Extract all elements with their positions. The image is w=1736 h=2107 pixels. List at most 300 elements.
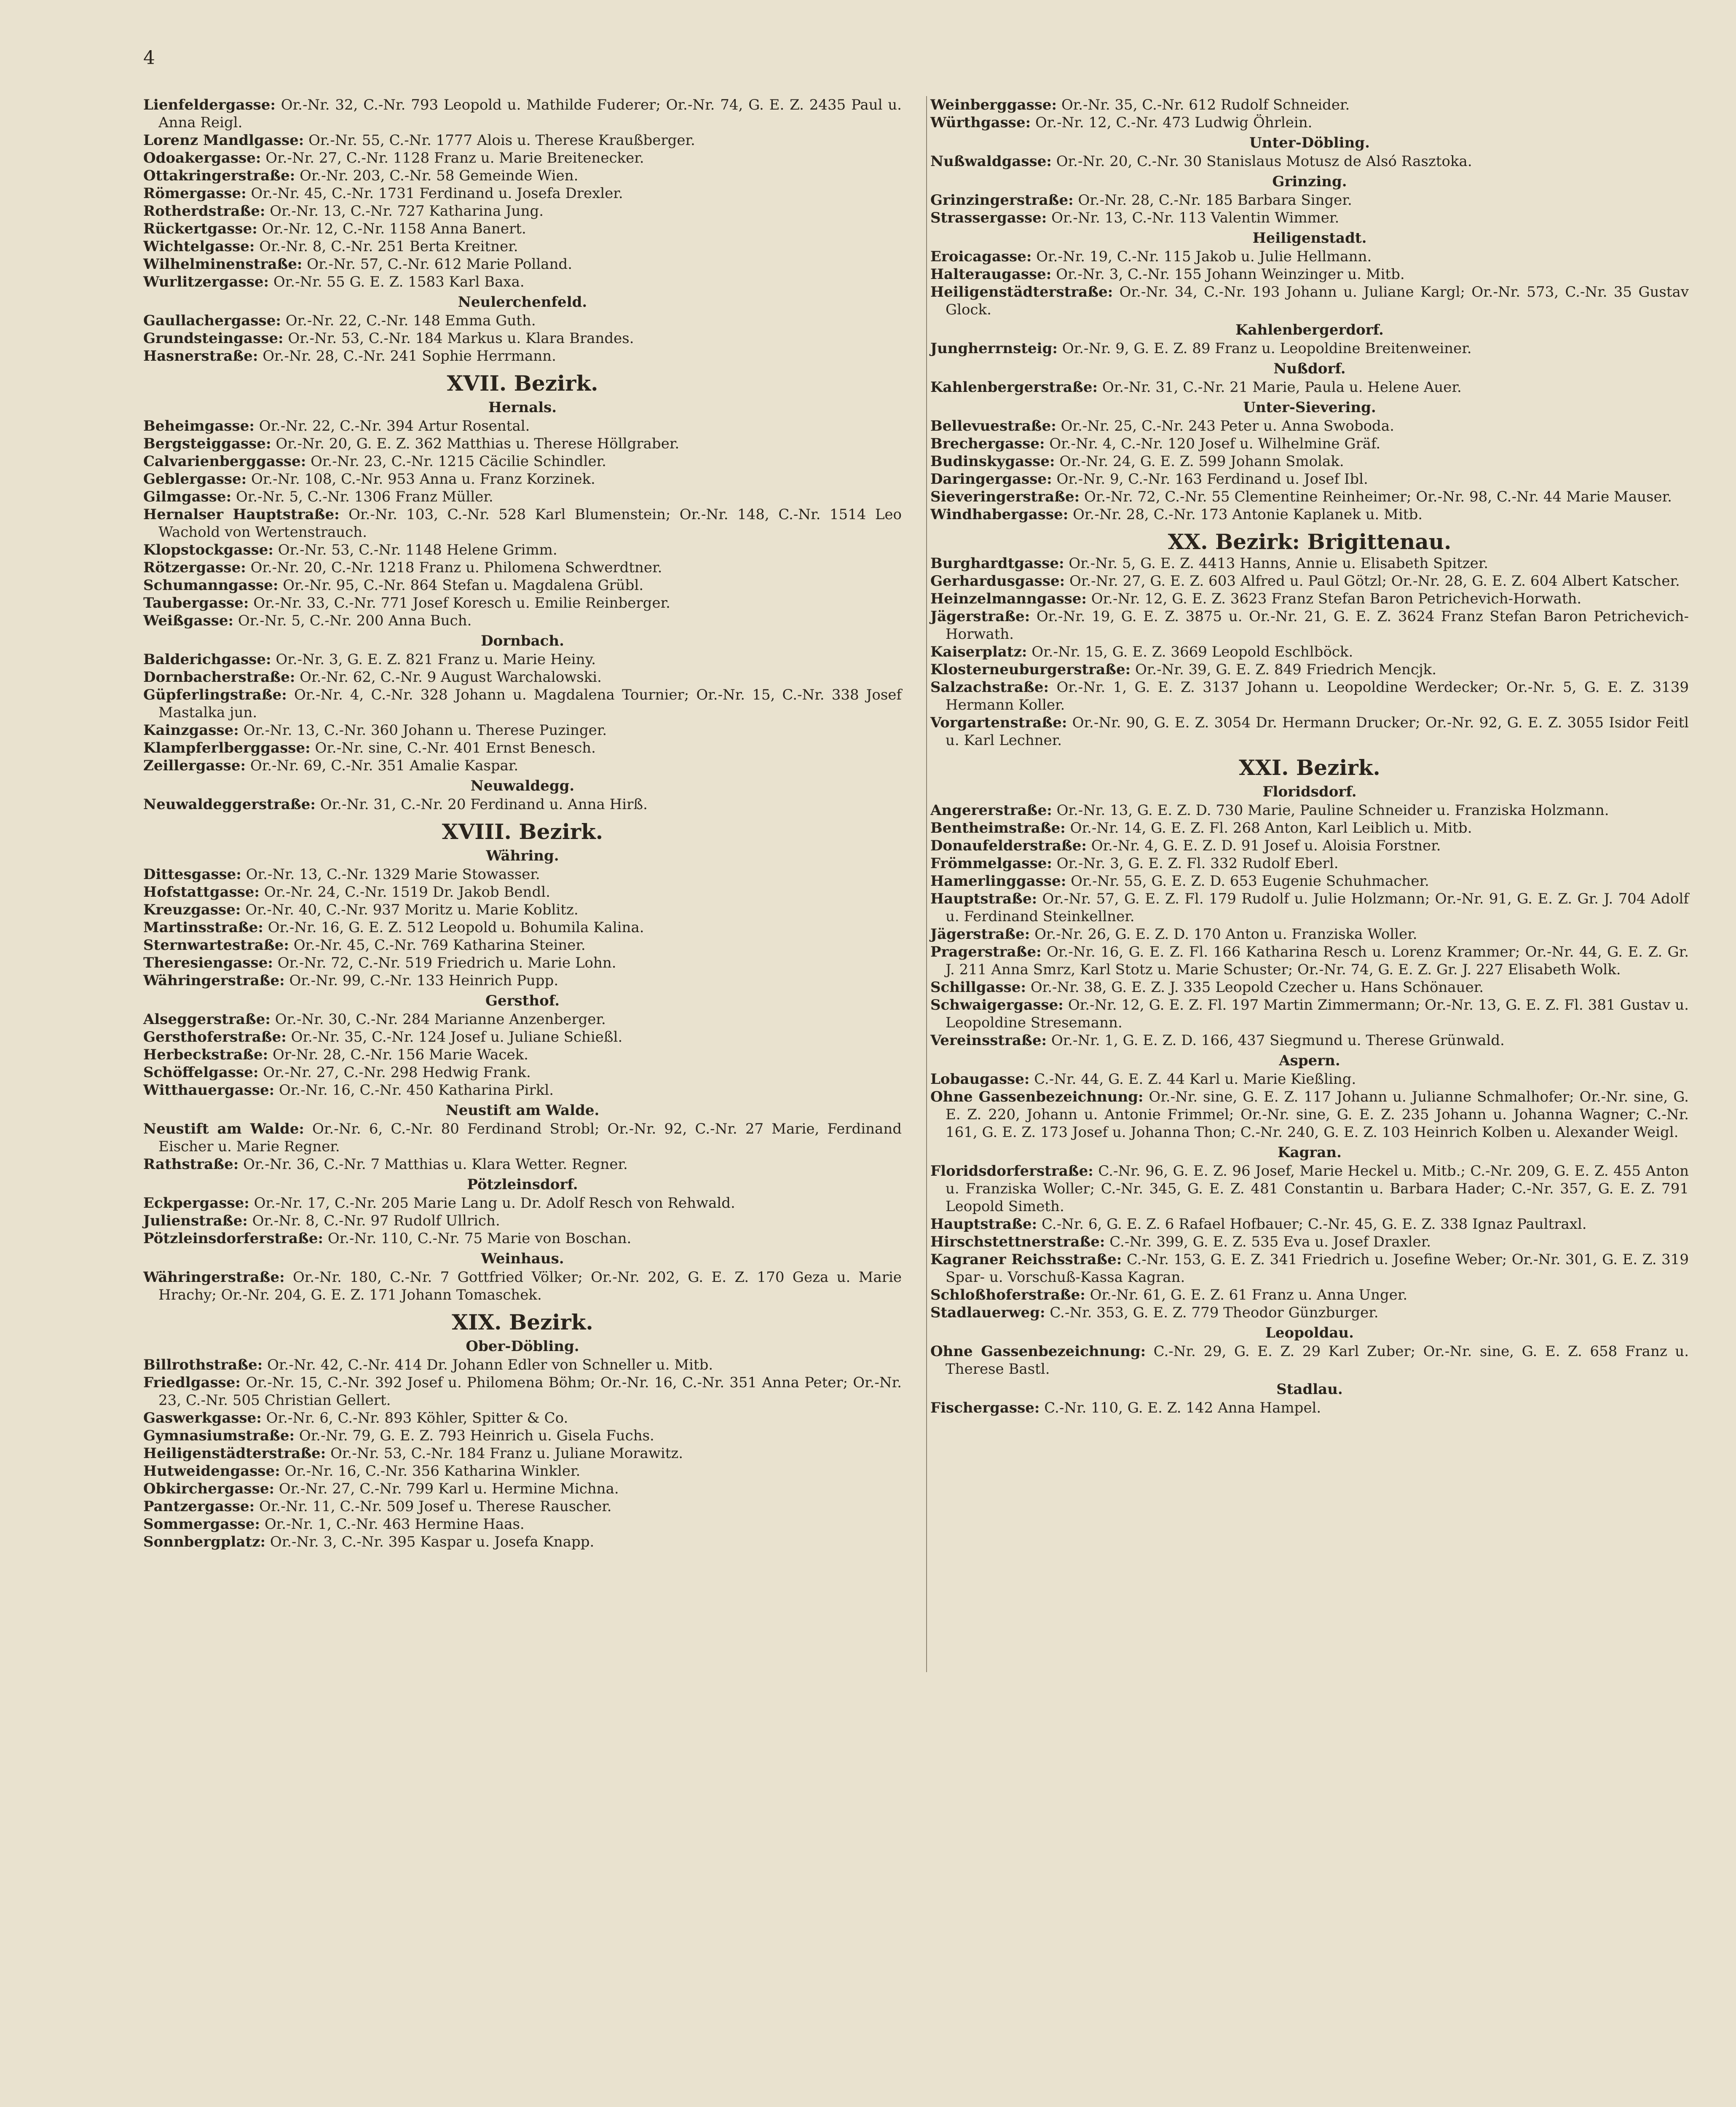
owner-details: Or.-Nr. 45, C.-Nr. 1731 Ferdinand u. Josefa Drexler. — [251, 185, 623, 202]
street-name: Friedlgasse: — [143, 1374, 241, 1391]
owner-details: Or.-Nr. 79, G. E. Z. 793 Heinrich u. Gisela Fuchs. — [299, 1427, 654, 1444]
owner-details: Or.-Nr. 16, G. E. Z. Fl. 166 Katharina Resch u. Lorenz Krammer; Or.-Nr. 44, G. E. Z. Gr. J. 211 Anna Smrz, Karl Stotz u. Marie Schuster; Or.-Nr. 74, G. E. Z. Gr. J. 227 Elisabeth Wolk. — [946, 944, 1689, 978]
address-entry — [143, 1155, 902, 1173]
street-name: Gilmgasse: — [143, 488, 232, 505]
address-entry — [143, 312, 902, 330]
street-name: Heiligenstädterstraße: — [930, 284, 1113, 300]
locality-heading: Ober-Döbling. — [466, 1338, 579, 1355]
locality-heading: Stadlau. — [1276, 1381, 1343, 1398]
street-name: Halteraugasse: — [930, 266, 1052, 283]
street-name: Windhabergasse: — [930, 506, 1069, 523]
street-name: Witthauergasse: — [143, 1082, 275, 1099]
address-entry — [930, 590, 1689, 608]
address-entry — [930, 1070, 1689, 1088]
address-entry — [143, 883, 902, 901]
address-entry — [143, 96, 902, 131]
owner-details: Or.-Nr. 39, G. E. Z. 849 Friedrich Mencjk. — [1135, 661, 1437, 678]
street-name: Theresiengasse: — [143, 954, 273, 971]
street-name: Wichtelgasse: — [143, 238, 255, 255]
district-heading: XVIII. Bezirk. — [442, 819, 603, 844]
street-name: Calvarienberggasse: — [143, 453, 306, 470]
street-name: Brechergasse: — [930, 435, 1045, 452]
address-entry — [930, 265, 1689, 283]
owner-details: Or.-Nr. 3, C.-Nr. 395 Kaspar u. Josefa Knapp. — [270, 1533, 595, 1550]
address-entry — [930, 678, 1689, 714]
address-entry — [930, 608, 1689, 643]
owner-details: Or.-Nr. 13, G. E. Z. D. 730 Marie, Pauline Schneider u. Franziska Holzmann. — [1056, 802, 1609, 819]
street-name: Sommergasse: — [143, 1516, 260, 1533]
address-entry — [930, 643, 1689, 661]
locality-heading: Aspern. — [1279, 1052, 1340, 1069]
street-name: Fischergasse: — [930, 1399, 1040, 1416]
street-name: Balderichgasse: — [143, 651, 271, 668]
locality-heading: Neuwaldegg. — [470, 777, 575, 794]
owner-details: Or.-Nr. 16, C.-Nr. 356 Katharina Winkler. — [284, 1463, 581, 1480]
locality-heading: Weinhaus. — [481, 1250, 564, 1267]
owner-details: Or.-Nr. 15, C.-Nr. 392 Josef u. Philomena Böhm; Or.-Nr. 16, C.-Nr. 351 Anna Peter; Or.-Nr. 23, C.-Nr. 505 Christian Gellert. — [158, 1374, 902, 1409]
street-name: Kaiserplatz: — [930, 643, 1027, 660]
owner-details: Or.-Nr. 53, C.-Nr. 184 Markus u. Klara Brandes. — [288, 330, 634, 347]
address-entry — [143, 757, 902, 775]
address-entry — [143, 220, 902, 238]
owner-details: Or-Nr. 28, C.-Nr. 156 Marie Wacek. — [272, 1046, 528, 1063]
owner-details: Or.-Nr. 38, G. E. Z. J. 335 Leopold Czecher u. Hans Schönauer. — [1030, 979, 1484, 996]
address-entry — [930, 153, 1689, 170]
owner-details: Or.-Nr. 1, C.-Nr. 463 Hermine Haas. — [264, 1516, 525, 1533]
address-entry — [930, 996, 1689, 1032]
owner-details: Or.-Nr. 12, G. E. Z. 3623 Franz Stefan Baron Petrichevich-Horwath. — [1091, 590, 1582, 607]
owner-details: Or.-Nr. 53, C.-Nr. 184 Franz u. Juliane Morawitz. — [330, 1445, 683, 1462]
address-entry — [143, 1268, 902, 1304]
address-entry — [143, 273, 902, 291]
address-entry — [930, 1286, 1689, 1304]
address-entry — [930, 1343, 1689, 1378]
street-name: Bergsteiggasse: — [143, 435, 271, 452]
street-name: Heinzelmanngasse: — [930, 590, 1087, 607]
owner-details: Or.-Nr. 3, G. E. Z. Fl. 332 Rudolf Eberl. — [1056, 855, 1339, 872]
owner-details: Or.-Nr. 20, C.-Nr. 30 Stanislaus Motusz de Alsó Rasztoka. — [1056, 153, 1472, 170]
owner-details: Or.-Nr. 14, G. E. Z. Fl. 268 Anton, Karl Leiblich u. Mitb. — [1070, 820, 1472, 836]
address-entry — [143, 238, 902, 255]
owner-details: C.-Nr. 29, G. E. Z. 29 Karl Zuber; Or.-Nr. sine, G. E. Z. 658 Franz u. Therese Bastl. — [946, 1343, 1689, 1378]
street-name: Budinskygasse: — [930, 453, 1055, 470]
address-entry — [143, 1374, 902, 1409]
owner-details: Or.-Nr. 27, G. E. Z. 603 Alfred u. Paul Götzl; Or.-Nr. 28, G. E. Z. 604 Albert Katscher. — [1069, 573, 1680, 590]
street-name: Klosterneuburgerstraße: — [930, 661, 1131, 678]
street-name: Kreuzgasse: — [143, 901, 241, 918]
street-name: Hernalser Hauptstraße: — [143, 506, 340, 523]
address-entry — [930, 890, 1689, 925]
street-name: Billrothstraße: — [143, 1356, 263, 1373]
address-entry — [143, 202, 902, 220]
owner-details: Or.-Nr. 16, G. E. Z. 512 Leopold u. Bohumila Kalina. — [268, 919, 644, 936]
street-name: Beheimgasse: — [143, 418, 255, 434]
address-entry — [143, 936, 902, 954]
street-name: Floridsdorferstraße: — [930, 1163, 1093, 1179]
street-name: Neustift am Walde: — [143, 1121, 304, 1137]
street-name: Stadlauerweg: — [930, 1304, 1045, 1321]
address-entry — [143, 417, 902, 435]
owner-details: Or.-Nr. 36, C.-Nr. 7 Matthias u. Klara Wetter. Regner. — [243, 1156, 628, 1173]
owner-details: Or.-Nr. 13, C.-Nr. 113 Valentin Wimmer. — [1051, 209, 1340, 226]
street-name: Schumanngasse: — [143, 577, 279, 594]
locality-heading: Unter-Döbling. — [1249, 134, 1370, 151]
address-entry — [143, 1427, 902, 1445]
address-entry — [143, 612, 902, 630]
address-entry — [143, 131, 902, 149]
address-entry — [143, 1194, 902, 1212]
address-entry — [930, 837, 1689, 855]
street-name: Hasnerstraße: — [143, 348, 258, 365]
owner-details: C.-Nr. 44, G. E. Z. 44 Karl u. Marie Kießling. — [1034, 1071, 1356, 1088]
owner-details: Or.-Nr. 55 G. E. Z. 1583 Karl Baxa. — [273, 273, 525, 290]
locality-heading: Dornbach. — [481, 633, 564, 649]
address-entry — [143, 1120, 902, 1155]
address-entry — [143, 721, 902, 739]
owner-details: Or.-Nr. 26, G. E. Z. D. 170 Anton u. Franziska Woller. — [1034, 926, 1417, 943]
street-name: Obkirchergasse: — [143, 1480, 275, 1497]
street-name: Gaswerkgasse: — [143, 1410, 262, 1426]
street-name: Ohne Gassenbezeichnung: — [930, 1343, 1146, 1360]
address-entry — [930, 488, 1689, 506]
owner-details: Or.-Nr. sine, G. E. Z. 117 Johann u. Julianne Schmalhofer; Or.-Nr. sine, G. E. Z. 220, Johann u. Antonie Frimmel; Or.-Nr. sine, G. E. Z. 235 Johann u. Johanna Wagner; C.-Nr. 161, G. E. Z. 173 Josef u. Johanna Thon; C.-Nr. 240, G. E. Z. 103 Heinrich Kolben u. Alexander Weigl. — [946, 1088, 1689, 1141]
street-name: Odoakergasse: — [143, 150, 261, 166]
street-name: Geblergasse: — [143, 471, 247, 488]
street-name: Frömmelgasse: — [930, 855, 1052, 872]
street-name: Lorenz Mandlgasse: — [143, 132, 304, 149]
street-name: Ottakringerstraße: — [143, 167, 295, 184]
owner-details: Or.-Nr. 12, G. E. Z. Fl. 197 Martin Zimmermann; Or.-Nr. 13, G. E. Z. Fl. 381 Gustav u. Leopoldine Stresemann. — [946, 997, 1689, 1031]
owner-details: Or.-Nr. 12, C.-Nr. 1158 Anna Banert. — [262, 220, 526, 237]
owner-details: Or.-Nr. 35, C.-Nr. 612 Rudolf Schneider. — [1061, 97, 1350, 113]
street-name: Gerhardusgasse: — [930, 573, 1065, 590]
owner-details: Or.-Nr. 13, C.-Nr. 1329 Marie Stowasser. — [246, 866, 540, 883]
address-entry — [930, 1304, 1689, 1322]
owner-details: Or.-Nr. 17, C.-Nr. 205 Marie Lang u. Dr. Adolf Resch von Rehwald. — [254, 1195, 735, 1212]
street-name: Dittesgasse: — [143, 866, 241, 883]
address-entry — [143, 739, 902, 757]
street-name: Zeillergasse: — [143, 757, 246, 774]
locality-heading: Unter-Sievering. — [1243, 399, 1376, 416]
address-entry — [930, 1032, 1689, 1049]
street-name: Gaullachergasse: — [143, 312, 281, 329]
address-entry — [143, 651, 902, 668]
address-entry — [143, 488, 902, 506]
owner-details: Or.-Nr. 12, C.-Nr. 473 Ludwig Öhrlein. — [1035, 114, 1313, 131]
locality-heading: Hernals. — [488, 399, 557, 416]
owner-details: Or.-Nr. 61, G. E. Z. 61 Franz u. Anna Unger. — [1090, 1287, 1408, 1303]
address-entry — [930, 661, 1689, 678]
address-entry — [143, 1515, 902, 1533]
street-name: Grundsteingasse: — [143, 330, 284, 347]
street-name: Währingerstraße: — [143, 972, 285, 989]
address-entry — [143, 185, 902, 202]
address-entry — [930, 417, 1689, 435]
street-name: Jungherrnsteig: — [930, 340, 1058, 357]
address-entry — [930, 283, 1689, 319]
street-name: Kagraner Reichsstraße: — [930, 1251, 1122, 1268]
owner-details: Or.-Nr. 34, C.-Nr. 193 Johann u. Juliane Kargl; Or.-Nr. 573, C.-Nr. 35 Gustav Glock. — [946, 284, 1689, 318]
address-entry — [930, 114, 1689, 131]
address-entry — [930, 925, 1689, 943]
address-entry — [930, 943, 1689, 978]
street-name: Martinsstraße: — [143, 919, 263, 936]
address-entry — [930, 555, 1689, 572]
owner-details: Or.-Nr. 45, C.-Nr. 769 Katharina Steiner. — [293, 937, 586, 954]
street-name: Schöffelgasse: — [143, 1064, 259, 1081]
street-name: Hirschstettnerstraße: — [930, 1233, 1105, 1250]
street-name: Jägerstraße: — [930, 608, 1030, 625]
address-entry — [930, 855, 1689, 872]
owner-details: Or.-Nr. 19, C.-Nr. 115 Jakob u. Julie Hellmann. — [1036, 248, 1372, 265]
owner-details: Or.-Nr. 32, C.-Nr. 793 Leopold u. Mathilde Fuderer; Or.-Nr. 74, G. E. Z. 2435 Paul u. Anna Reigl. — [158, 97, 902, 131]
owner-details: Or.-Nr. 30, C.-Nr. 284 Marianne Anzenberger. — [275, 1011, 606, 1028]
owner-details: Or.-Nr. 69, C.-Nr. 351 Amalie Kaspar. — [250, 757, 519, 774]
address-entry — [143, 1445, 902, 1462]
address-entry — [930, 1162, 1689, 1215]
page-number: 4 — [143, 47, 155, 69]
street-name: Dornbacherstraße: — [143, 669, 295, 686]
address-entry — [930, 506, 1689, 523]
owner-details: Or.-Nr. 99, C.-Nr. 133 Heinrich Pupp. — [289, 972, 559, 989]
owner-details: Or.-Nr. 22, C.-Nr. 394 Artur Rosental. — [259, 418, 530, 434]
street-name: Hofstattgasse: — [143, 884, 260, 901]
owner-details: Or.-Nr. 28, C.-Nr. 185 Barbara Singer. — [1078, 192, 1352, 209]
right-column — [930, 96, 1689, 1417]
street-name: Sternwartestraße: — [143, 937, 289, 954]
locality-heading: Grinzing. — [1272, 173, 1347, 190]
owner-details: Or.-Nr. 90, G. E. Z. 3054 Dr. Hermann Drucker; Or.-Nr. 92, G. E. Z. 3055 Isidor Feitl u. Karl Lechner. — [946, 714, 1689, 749]
street-name: Gymnasiumstraße: — [143, 1427, 295, 1444]
street-name: Vorgartenstraße: — [930, 714, 1067, 731]
street-name: Hauptstraße: — [930, 1216, 1037, 1233]
street-name: Römergasse: — [143, 185, 246, 202]
owner-details: Or.-Nr. 55, C.-Nr. 1777 Alois u. Therese Kraußberger. — [308, 132, 695, 149]
owner-details: C.-Nr. 6, G. E. Z. 6 Rafael Hofbauer; C.-Nr. 45, G. E. Z. 338 Ignaz Paultraxl. — [1041, 1216, 1587, 1233]
address-entry — [930, 248, 1689, 265]
owner-details: Or.-Nr. 57, C.-Nr. 612 Marie Polland. — [307, 256, 572, 273]
street-name: Wurlitzergasse: — [143, 273, 269, 290]
street-name: Bellevuestraße: — [930, 418, 1056, 434]
owner-details: Or.-Nr. 27, C.-Nr. 799 Karl u. Hermine Michna. — [279, 1480, 619, 1497]
owner-details: Or.-Nr. 31, C.-Nr. 21 Marie, Paula u. Helene Auer. — [1102, 379, 1462, 396]
street-name: Alseggerstraße: — [143, 1011, 271, 1028]
address-entry — [143, 453, 902, 470]
street-name: Lobaugasse: — [930, 1071, 1030, 1088]
address-entry — [143, 506, 902, 541]
address-entry — [930, 802, 1689, 819]
owner-details: Or.-Nr. 4, G. E. Z. D. 91 Josef u. Aloisia Forstner. — [1091, 837, 1441, 854]
address-entry — [930, 1233, 1689, 1251]
owner-details: C.-Nr. 353, G. E. Z. 779 Theodor Günzburger. — [1050, 1304, 1379, 1321]
address-entry — [143, 1409, 902, 1427]
owner-details: Or.-Nr. 53, C.-Nr. 1148 Helene Grimm. — [278, 541, 557, 558]
street-name: Jägerstraße: — [930, 926, 1030, 943]
address-entry — [930, 453, 1689, 470]
owner-details: Or.-Nr. 103, C.-Nr. 528 Karl Blumenstein; Or.-Nr. 148, C.-Nr. 1514 Leo Wachold von Wertenstrauch. — [158, 506, 902, 541]
owner-details: Or.-Nr. 11, C.-Nr. 509 Josef u. Therese Rauscher. — [259, 1498, 612, 1515]
owner-details: Or.-Nr. 1, G. E. Z. 3137 Johann u. Leopoldine Werdecker; Or.-Nr. 5, G. E. Z. 3139 Hermann Koller. — [946, 679, 1689, 713]
address-entry — [143, 559, 902, 576]
street-name: Eroicagasse: — [930, 248, 1032, 265]
owner-details: C.-Nr. 110, G. E. Z. 142 Anna Hampel. — [1044, 1399, 1321, 1416]
owner-details: Or.-Nr. 22, C.-Nr. 148 Emma Guth. — [285, 312, 536, 329]
address-entry — [143, 1498, 902, 1515]
owner-details: Or.-Nr. 57, G. E. Z. Fl. 179 Rudolf u. Julie Holzmann; Or.-Nr. 91, G. E. Z. Gr. J. 704 Adolf u. Ferdinand Steinkellner. — [946, 890, 1689, 925]
address-entry — [143, 435, 902, 453]
left-column — [143, 96, 902, 1551]
street-name: Rathstraße: — [143, 1156, 239, 1173]
street-name: Klopstockgasse: — [143, 541, 273, 558]
owner-details: Or.-Nr. 13, C.-Nr. 727 Katharina Jung. — [270, 203, 544, 220]
owner-details: Or.-Nr. 13, C.-Nr. 360 Johann u. Therese Puzinger. — [243, 722, 607, 739]
owner-details: Or.-Nr. 42, C.-Nr. 414 Dr. Johann Edler von Schneller u. Mitb. — [267, 1356, 713, 1373]
owner-details: Or.-Nr. 108, C.-Nr. 953 Anna u. Franz Korzinek. — [251, 471, 595, 488]
owner-details: Or.-Nr. 55, G. E. Z. D. 653 Eugenie Schuhmacher. — [1071, 873, 1429, 890]
address-entry — [143, 668, 902, 686]
address-entry — [143, 1212, 902, 1230]
locality-heading: Floridsdorf. — [1262, 783, 1357, 800]
owner-details: Or.-Nr. 23, C.-Nr. 1215 Cäcilie Schindler. — [311, 453, 606, 470]
street-name: Daringergasse: — [930, 471, 1052, 488]
address-entry — [930, 470, 1689, 488]
address-entry — [930, 1215, 1689, 1233]
street-name: Strassergasse: — [930, 209, 1047, 226]
street-name: Lienfeldergasse: — [143, 97, 276, 113]
owner-details: Or.-Nr. 25, C.-Nr. 243 Peter u. Anna Swoboda. — [1061, 418, 1394, 434]
address-entry — [143, 167, 902, 185]
address-entry — [143, 1081, 902, 1099]
street-name: Güpferlingstraße: — [143, 686, 287, 703]
address-entry — [143, 972, 902, 989]
district-heading: XX. Bezirk: Brigittenau. — [1168, 529, 1452, 554]
address-entry — [143, 255, 902, 273]
address-entry — [143, 541, 902, 559]
street-name: Währingerstraße: — [143, 1269, 285, 1286]
owner-details: Or.-Nr. 31, C.-Nr. 20 Ferdinand u. Anna Hirß. — [320, 796, 648, 813]
street-name: Donaufelderstraße: — [930, 837, 1087, 854]
owner-details: Or.-Nr. 62, C.-Nr. 9 August Warchalowski. — [300, 669, 602, 686]
street-name: Rückertgasse: — [143, 220, 257, 237]
owner-details: Or.-Nr. 15, G. E. Z. 3669 Leopold Eschlböck. — [1031, 643, 1353, 660]
street-name: Taubergasse: — [143, 595, 249, 611]
street-name: Schwaigergasse: — [930, 997, 1064, 1013]
owner-details: Or.-Nr. 5, G. E. Z. 4413 Hanns, Annie u. Elisabeth Spitzer. — [1069, 555, 1489, 572]
owner-details: Or.-Nr. 3, C.-Nr. 155 Johann Weinzinger u. Mitb. — [1056, 266, 1405, 283]
owner-details: Or.-Nr. 110, C.-Nr. 75 Marie von Boschan. — [327, 1230, 632, 1247]
street-name: Gersthoferstraße: — [143, 1029, 287, 1045]
street-name: Neuwaldeggerstraße: — [143, 796, 316, 813]
owner-details: Or.-Nr. 180, C.-Nr. 7 Gottfried Völker; Or.-Nr. 202, G. E. Z. 170 Geza u. Marie Hrachy; Or.-Nr. 204, G. E. Z. 171 Johann Tomaschek. — [158, 1269, 902, 1303]
street-name: Herbeckstraße: — [143, 1046, 268, 1063]
street-name: Julienstraße: — [143, 1212, 248, 1229]
street-name: Heiligenstädterstraße: — [143, 1445, 326, 1462]
address-entry — [143, 919, 902, 936]
address-entry — [143, 1230, 902, 1247]
owner-details: Or.-Nr. 3, G. E. Z. 821 Franz u. Marie Heiny. — [276, 651, 596, 668]
street-name: Vereinsstraße: — [930, 1032, 1047, 1049]
street-name: Pantzergasse: — [143, 1498, 255, 1515]
address-entry — [143, 1046, 902, 1064]
address-entry — [143, 1480, 902, 1498]
address-entry — [143, 1064, 902, 1081]
owner-details: Or.-Nr. 4, C.-Nr. 328 Johann u. Magdalena Tournier; Or.-Nr. 15, C.-Nr. 338 Josef Mastalka jun. — [158, 686, 902, 721]
address-entry — [930, 714, 1689, 749]
street-name: Kainzgasse: — [143, 722, 239, 739]
street-name: Eckpergasse: — [143, 1195, 249, 1212]
owner-details: C.-Nr. 153, G. E. Z. 341 Friedrich u. Josefine Weber; Or.-Nr. 301, G. E. Z. 319 Spar- u. Vorschuß-Kassa Kagran. — [946, 1251, 1689, 1286]
address-entry — [930, 872, 1689, 890]
address-entry — [143, 901, 902, 919]
address-entry — [143, 470, 902, 488]
address-entry — [930, 1088, 1689, 1141]
street-name: Burghardtgasse: — [930, 555, 1064, 572]
street-name: Kahlenbergerstraße: — [930, 379, 1098, 396]
locality-heading: Pötzleinsdorf. — [467, 1176, 578, 1193]
address-entry — [930, 435, 1689, 453]
address-entry — [143, 347, 902, 365]
street-name: Pötzleinsdorferstraße: — [143, 1230, 324, 1247]
street-name: Angererstraße: — [930, 802, 1052, 819]
street-name: Ohne Gassenbezeichnung: — [930, 1088, 1144, 1105]
street-name: Pragerstraße: — [930, 944, 1042, 960]
address-entry — [930, 819, 1689, 837]
owner-details: C.-Nr. 399, G. E. Z. 535 Eva u. Josef Draxler. — [1109, 1233, 1431, 1250]
street-name: Grinzingerstraße: — [930, 192, 1074, 209]
street-name: Weißgasse: — [143, 612, 234, 629]
street-name: Schloßhoferstraße: — [930, 1287, 1085, 1303]
locality-heading: Kahlenbergerdorf. — [1235, 322, 1384, 338]
address-entry — [930, 96, 1689, 114]
owner-details: Or.-Nr. 28, C.-Nr. 173 Antonie Kaplanek u. Mitb. — [1073, 506, 1423, 523]
street-name: Hauptstraße: — [930, 890, 1037, 907]
address-entry — [143, 796, 902, 813]
owner-details: C.-Nr. 96, G. E. Z. 96 Josef, Marie Heckel u. Mitb.; C.-Nr. 209, G. E. Z. 455 Anton u. Franziska Woller; C.-Nr. 345, G. E. Z. 481 Constantin u. Barbara Hader; C.-Nr. 357, G. E. Z. 791 Leopold Simeth. — [946, 1163, 1689, 1215]
street-name: Hutweidengasse: — [143, 1463, 280, 1480]
address-entry — [143, 576, 902, 594]
owner-details: Or.-Nr. 20, G. E. Z. 362 Matthias u. Therese Höllgraber. — [276, 435, 680, 452]
street-name: Schillgasse: — [930, 979, 1026, 996]
owner-details: Or.-Nr. 6, C.-Nr. 80 Ferdinand Strobl; Or.-Nr. 92, C.-Nr. 27 Marie, Ferdinand Eischer u. Marie Regner. — [158, 1121, 902, 1155]
street-name: Wilhelminenstraße: — [143, 256, 303, 273]
street-name: Würthgasse: — [930, 114, 1031, 131]
address-entry — [143, 1011, 902, 1028]
address-entry — [143, 1356, 902, 1374]
address-entry — [143, 330, 902, 347]
locality-heading: Neulerchenfeld. — [458, 294, 587, 311]
owner-details: Or.-Nr. sine, C.-Nr. 401 Ernst Benesch. — [315, 740, 596, 756]
owner-details: Or.-Nr. 9, C.-Nr. 163 Ferdinand u. Josef Ibl. — [1056, 471, 1368, 488]
address-entry — [930, 191, 1689, 209]
address-entry — [930, 1251, 1689, 1286]
owner-details: Or.-Nr. 27, C.-Nr. 1128 Franz u. Marie Breitenecker. — [265, 150, 644, 166]
district-heading: XIX. Bezirk. — [452, 1310, 593, 1335]
locality-heading: Neustift am Walde. — [445, 1102, 600, 1119]
locality-heading: Kagran. — [1278, 1144, 1342, 1161]
owner-details: Or.-Nr. 1, G. E. Z. D. 166, 437 Siegmund u. Therese Grünwald. — [1051, 1032, 1505, 1049]
street-name: Klampferlberggasse: — [143, 740, 311, 756]
address-entry — [143, 1462, 902, 1480]
owner-details: Or.-Nr. 4, C.-Nr. 120 Josef u. Wilhelmine Gräf. — [1049, 435, 1381, 452]
owner-details: Or.-Nr. 203, C.-Nr. 58 Gemeinde Wien. — [300, 167, 579, 184]
locality-heading: Heiligenstadt. — [1252, 230, 1367, 247]
address-entry — [143, 686, 902, 721]
locality-heading: Gersthof. — [485, 992, 560, 1009]
district-heading: XVII. Bezirk. — [447, 371, 598, 396]
street-name: Rötzergasse: — [143, 559, 246, 576]
owner-details: Or.-Nr. 95, C.-Nr. 864 Stefan u. Magdalena Grübl. — [283, 577, 644, 594]
owner-details: Or.-Nr. 33, C.-Nr. 771 Josef Koresch u. Emilie Reinberger. — [253, 595, 670, 611]
